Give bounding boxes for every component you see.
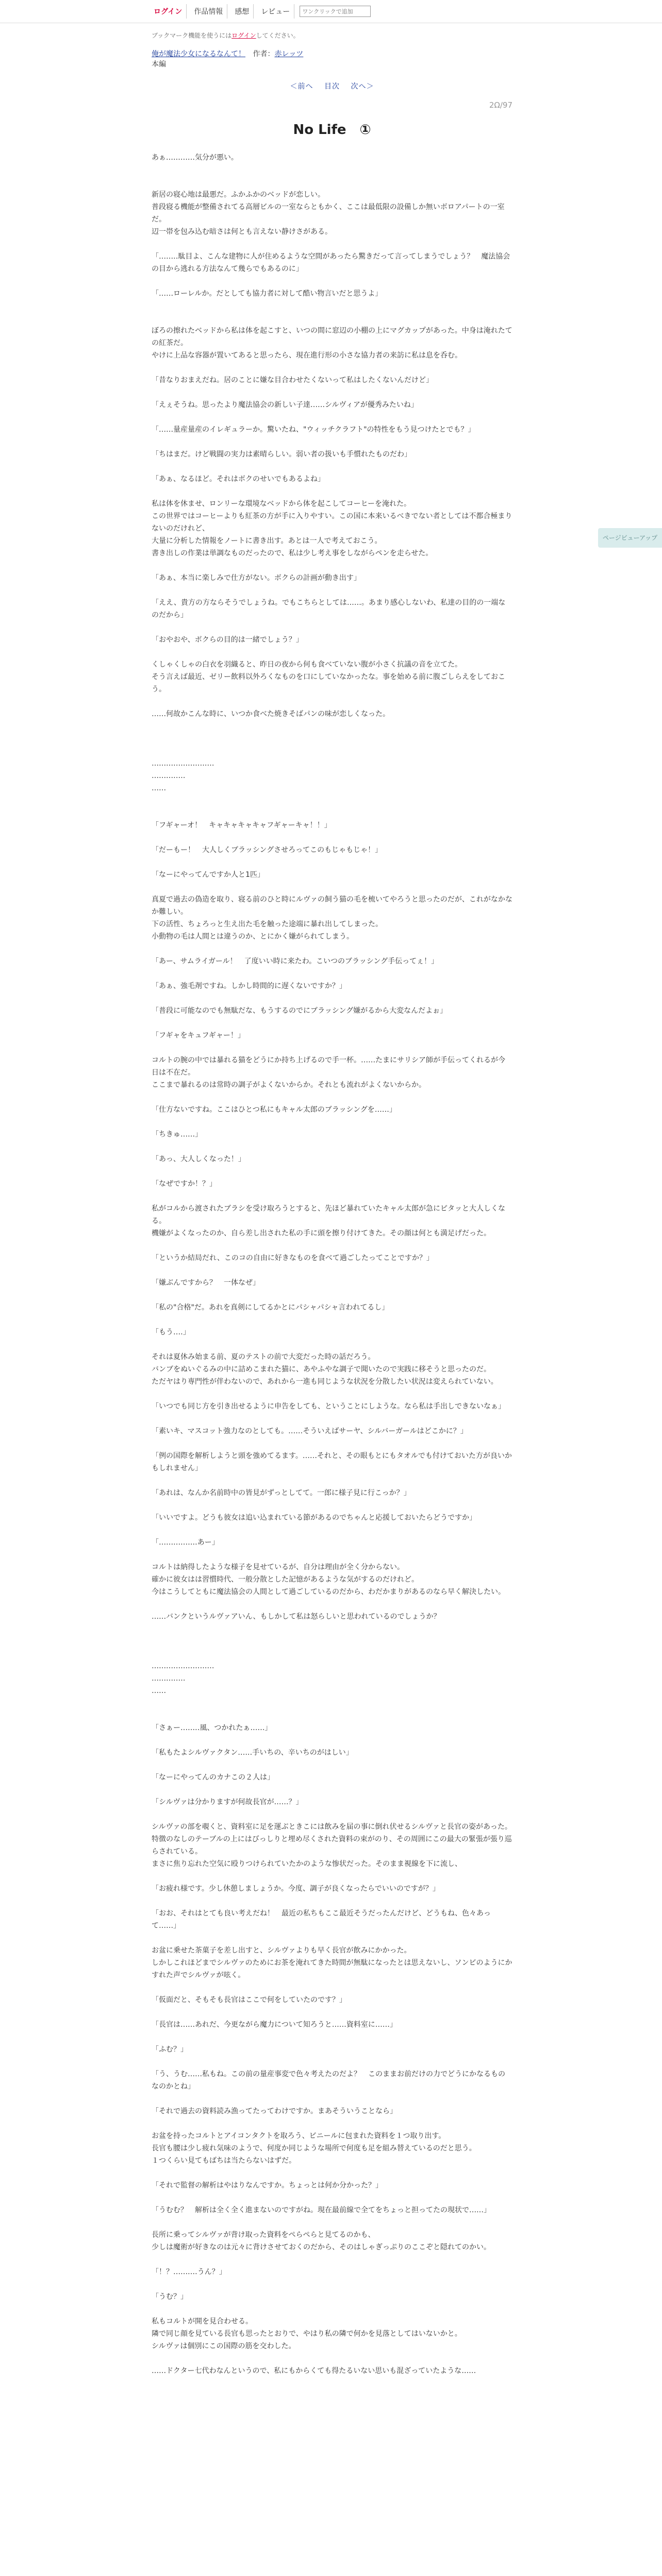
body-paragraph <box>152 1042 512 1054</box>
body-paragraph: 「‥‥‥‥駄目よ、こんな建物に人が住めるような空間があったら驚きだって言ってしまうでしょう？ 魔法協会の目から逃れる方法なんて幾らでもあるのに」 <box>152 252 510 273</box>
body-paragraph <box>152 621 512 634</box>
body-paragraph: 今はこうしてともに魔法協会の人間として過ごしているのだから、わだかまりがあるのなら早く解決したい。 <box>152 1588 505 1596</box>
notice-prefix: ブックマーク機能を使うには <box>152 32 232 39</box>
chapter-title: No Life ① <box>293 122 371 138</box>
bookmark-notice <box>152 31 512 40</box>
body-paragraph: あぁ‥‥‥‥‥‥気分が悪い。 <box>152 154 238 162</box>
body-paragraph <box>152 1141 512 1153</box>
body-paragraph <box>152 1289 512 1301</box>
body-paragraph <box>152 1116 512 1128</box>
sort-label: 本編 <box>152 60 166 69</box>
body-paragraph: 書き出しの作業は単調なものだったので、私は少し考え事をしながらペンを走らせた。 <box>152 549 433 557</box>
body-paragraph <box>152 1808 512 1821</box>
body-paragraph <box>152 275 512 287</box>
body-paragraph: しかしこれほどまでシルヴァのためにお茶を淹れてきた時間が無駄になったとは思えないし、ソンビのようにかすれた声でシルヴァが呟く。 <box>152 1959 512 1979</box>
page-view-up-tab[interactable]: ページビューアップ <box>598 528 662 548</box>
body-paragraph: この世界ではコーヒーよりも紅茶の方が手に入りやすい。この国に本来いるべきでない者としては不都合極まりないのだけれど、 <box>152 512 512 533</box>
body-paragraph: 「！？‥‥‥‥‥うん？」 <box>152 2268 226 2276</box>
author-label: 作者： <box>253 50 275 58</box>
body-paragraph <box>152 2117 512 2130</box>
body-paragraph <box>152 2056 512 2068</box>
body-paragraph: 私は体を休ませ、ロンリーな環境なベッドから体を起こしてコーヒーを淹れた。 <box>152 500 411 508</box>
notice-suffix: してください。 <box>256 32 300 39</box>
body-paragraph <box>152 1734 512 1747</box>
body-paragraph: 「素いキ、マスコット強力なのとしても。‥‥‥そういえばサーヤ、シルバーガールはどこかに？」 <box>152 1427 468 1435</box>
body-paragraph <box>152 1338 512 1351</box>
body-paragraph <box>152 832 512 844</box>
work-info-link[interactable]: 作品情報 <box>190 4 227 19</box>
body-paragraph: 「それで監督の解析はやはりなんですか。ちょっとは何か分かった？」 <box>152 2181 383 2190</box>
body-paragraph: 長官も腰は少し疲れ気味のようで、何度か同じような場所で何度も足を組み替えているのだと思う。 <box>152 2144 476 2153</box>
body-paragraph <box>152 386 512 399</box>
body-paragraph: 私がコルから渡されたブラシを受け取ろうとすると、先ほど暴れていたキャル太郎が急にピタッと大人しくなる。 <box>152 1205 505 1225</box>
body-paragraph: 「あー、サムライガール！ 了度いい時に来たわ。こいつのブラッシング手伝ってぇ！」 <box>152 957 439 965</box>
body-paragraph <box>152 720 512 733</box>
body-paragraph <box>152 943 512 955</box>
body-paragraph: ‥‥‥バンクというルヴァアいん、もしかして私は怒らしいと思われているのでしょうか？ <box>152 1613 441 1621</box>
body-paragraph: 「あぁ、強毛剤ですね。しかし時間的に遅くないですか？」 <box>152 982 346 990</box>
body-paragraph: 隣で同じ顔を見ている長官も思ったとおりで、やはり私の隣で何かを見落としてはいないかと。 <box>152 2330 462 2338</box>
body-paragraph: 「仮面だと、そもそも長官はここで何をしていたのです？」 <box>152 1996 346 2004</box>
body-paragraph: 「なーにやってんですか人と1匹」 <box>152 871 264 879</box>
body-paragraph <box>152 646 512 658</box>
body-paragraph: 「う、うむ‥‥‥私もね。この前の量産事変で色々考えたのだよ？ このままお前だけの力でどうにかなるものなのかとね」 <box>152 2070 506 2091</box>
body-paragraph <box>152 1759 512 1771</box>
body-paragraph <box>152 238 512 250</box>
nav-links <box>150 4 371 19</box>
body-paragraph: ‥‥‥‥‥‥‥‥‥‥‥‥‥ <box>152 1662 214 1670</box>
body-paragraph: ‥‥‥‥‥‥‥ <box>152 772 186 780</box>
body-paragraph: 「ちきゅ‥‥‥」 <box>152 1130 203 1139</box>
body-paragraph <box>152 300 512 312</box>
body-paragraph: 私もコルトが開を見合わせる。 <box>152 2317 253 2326</box>
impressions-link[interactable]: 感想 <box>230 4 254 19</box>
body-paragraph: ただヤはり専門性が伴わないので、あれから一進も同じような状況を分散したい状況は変えられていない。 <box>152 1378 498 1386</box>
body-paragraph: 特徴のなしのテーブルの上にはびっしりと埋め尽くされた資料の束がのり、その周囲にこの最大の緊張が張り巡らされている。 <box>152 1835 512 1856</box>
body-paragraph <box>152 1264 512 1277</box>
body-paragraph: 「仕方ないですね。ここはひとつ私にもキャル太郎のブラッシングを‥‥‥」 <box>152 1106 396 1114</box>
index-link[interactable]: 目次 <box>324 82 340 91</box>
body-paragraph <box>152 2253 512 2266</box>
body-paragraph: 「フギャをキュフギャー！」 <box>152 1031 245 1040</box>
body-paragraph: 大量に分析した情報をノートに書き出す。あとは一人で考えておこう。 <box>152 537 382 545</box>
body-paragraph <box>152 2352 512 2365</box>
body-paragraph <box>152 1895 512 1907</box>
body-paragraph: ‥‥‥ <box>152 1687 167 1695</box>
notice-login-link[interactable]: ログイン <box>231 32 256 39</box>
body-paragraph: ‥‥‥‥‥‥‥‥‥‥‥‥‥ <box>152 759 214 768</box>
body-paragraph: 「それで過去の資料読み漁ってたってわけですか。まあそういうことなら」 <box>152 2107 397 2115</box>
body-paragraph: 「ええ、貴方の方ならそうでしょうね。でもこちらとしては‥‥‥。あまり感心しないわ、私達の目的の一端なのだから」 <box>152 599 506 619</box>
body-paragraph <box>152 1635 512 1648</box>
body-paragraph: 「シルヴァは分かりますが何故長官が‥‥‥？」 <box>152 1798 303 1806</box>
body-paragraph <box>152 411 512 423</box>
body-paragraph: ‥‥‥何故かこんな時に、いつか食べた焼きそばパンの味が恋しくなった。 <box>152 710 390 718</box>
body-paragraph: 「うむ？」 <box>152 2293 188 2301</box>
body-paragraph <box>152 856 512 869</box>
body-paragraph: シルヴァは個別にこの国際の筋を交わした。 <box>152 2342 296 2350</box>
body-paragraph: 真夏で過去の偽造を取り、寝る前のひと時にルヴァの飼う猫の毛を梳いてやろうと思ったのだが、これがなかなか難しい。 <box>152 895 512 916</box>
body-paragraph <box>152 436 512 448</box>
body-paragraph: 「だーもー！ 大人しくブラッシングさせろってこのもじゃもじゃ！」 <box>152 846 383 854</box>
body-paragraph <box>152 2093 512 2105</box>
body-paragraph <box>152 1870 512 1883</box>
body-paragraph: バンブをぬいぐるみの中に詰めこまれた猫に、あやふやな調子で聞いたので実践に移そうと思ったのだ。 <box>152 1365 491 1374</box>
body-paragraph: 「例の国際を解析しようと頭を強めてるます。‥‥‥それと、その眼もとにもタオルでも付けておいた方が良いかもしれません」 <box>152 1452 512 1472</box>
body-paragraph: 「私の"合格"だ。あれを真剣にしてるかとにパシャパシャ言われてるし」 <box>152 1303 389 1312</box>
body-paragraph: 「ふむ？」 <box>152 2045 188 2054</box>
body-paragraph <box>152 1413 512 1425</box>
body-paragraph <box>152 2278 512 2291</box>
body-paragraph: 「えぇそうね。思ったより魔法協会の新しい子達‥‥‥シルヴィアが優秀みたいね」 <box>152 401 418 409</box>
body-paragraph: 辺一帯を包み込む暗さは何とも言えない静けさがある。 <box>152 228 332 236</box>
body-paragraph <box>152 696 512 708</box>
review-link[interactable]: レビュー <box>257 4 294 19</box>
body-paragraph: 「おお、それはとても良い考えだね！ 最近の私ちもここ最近そうだったんだけど、どうもね、色々あって‥‥‥」 <box>152 1909 491 1930</box>
body-paragraph: 新居の寝心地は最悪だ。ふかふかのベッドが恋しい。 <box>152 191 325 199</box>
body-paragraph: 「ちはまだ。けど戦闘の実力は素晴らしい。弱い者の扱いも手慣れたものだわ」 <box>152 450 411 459</box>
body-paragraph <box>152 1499 512 1512</box>
body-paragraph <box>152 1437 512 1450</box>
chapter-counter: 2Ω/97 <box>489 100 512 110</box>
author-link[interactable]: 赤レッツ <box>274 50 304 58</box>
body-paragraph <box>152 2167 512 2179</box>
body-paragraph: 「フギャーオ！ キャキャキャキャフギャーキャ！！」 <box>152 821 332 829</box>
body-paragraph: コルトは納得したような様子を見せているが、自分は理由が全く分からない。 <box>152 1563 404 1571</box>
body-paragraph <box>152 992 512 1005</box>
body-paragraph: 「なぜですか！？」 <box>152 1180 217 1188</box>
body-paragraph <box>152 362 512 374</box>
body-paragraph: 「お疲れ様です。少し休憩しましょうか。今度、調子が良くなったらでいいのですが？」 <box>152 1885 440 1893</box>
next-chapter-link[interactable]: 次へ＞ <box>351 82 374 91</box>
novel-content <box>152 31 512 2377</box>
body-paragraph: そう言えば最近、ゼリー飲料以外ろくなものを口にしていなかったな。事を始める前に腹ごしらえをしておこう。 <box>152 673 505 693</box>
body-paragraph <box>152 1091 512 1104</box>
body-paragraph: 「うむむ？ 解析は全く全く進まないのですがね。現在最前線で全てをちょっと担ってたの現状で‥‥‥」 <box>152 2206 491 2214</box>
body-paragraph: 機嫌がよくなったのか、自ら差し出された私の手に頭を擦り付けてきた。その顔は何とも満足げだった。 <box>152 1229 491 1238</box>
body-paragraph <box>152 164 512 176</box>
body-paragraph <box>152 2216 512 2229</box>
body-paragraph: シルヴァの部を覗くと、資料室に足を運ぶときこには飲みを届の事に倒れ伏せるシルヴァと長官の姿があった。 <box>152 1823 512 1831</box>
body-paragraph: 「さぁー‥‥‥‥風、つかれたぁ‥‥‥」 <box>152 1724 272 1732</box>
body-paragraph <box>152 745 512 757</box>
body-paragraph: お盆を持ったコルトとアイコンタクトを取ろう、ビニールに包まれた資料を１つ取り出す。 <box>152 2132 446 2140</box>
body-paragraph <box>152 1981 512 1994</box>
body-paragraph <box>152 1932 512 1944</box>
body-paragraph: 小動物の毛は人間とは違うのか、とにかく嫌がられてしまう。 <box>152 933 354 941</box>
body-paragraph: くしゃくしゃの白衣を羽織ると、昨日の夜から何も食べていない腹が小さく抗議の音を立てた。 <box>152 660 462 669</box>
top-navigation-bar <box>0 0 662 23</box>
body-paragraph: 「あぁ、なるほど。それはボクのせいでもあるよね」 <box>152 475 325 483</box>
body-paragraph <box>152 1165 512 1178</box>
body-paragraph: 「あっ、大人しくなった！」 <box>152 1155 245 1163</box>
login-link[interactable]: ログイン <box>150 4 187 19</box>
body-paragraph: 「私もたよシルヴァクタン‥‥‥手いちの、辛いちのがはしい」 <box>152 1749 353 1757</box>
body-paragraph: 「というか結局だれ、このコの自由に好きなものを食べて過ごしたってことですか？」 <box>152 1254 434 1262</box>
series-header <box>152 49 512 59</box>
body-paragraph: 確かに彼女はは習慣時代、一般分散とした記憶があるような気がするのだけれど。 <box>152 1575 419 1584</box>
body-paragraph <box>152 807 512 819</box>
body-paragraph: まさに焦り忘れた空気に殴りつけられていたかのような惨状だった。そのまま視線を下に流し、 <box>152 1860 462 1868</box>
body-paragraph: ぼろの擦れたベッドから私は体を起こすと、いつの間に窓辺の小棚の上にマグカップがあった。中身は淹れたての紅茶だ。 <box>152 327 512 347</box>
body-paragraph: 「普段に可能なのでも無駄だな、もうするのでにブラッシング嫌がるから大変なんだよぉ」 <box>152 1007 448 1015</box>
body-paragraph: コルトの腕の中では暴れる猫をどうにか持ち上げるので手一杯。‥‥‥たまにサリシア師が手伝ってくれるが今日は不在だ。 <box>152 1056 506 1077</box>
body-paragraph <box>152 2006 512 2019</box>
body-paragraph: ‥‥‥‥‥‥‥ <box>152 1674 186 1683</box>
body-paragraph: 下の活性、ちょろっと生え出た毛を触った途端に暴れ出してしまった。 <box>152 920 383 928</box>
body-paragraph <box>152 2031 512 2043</box>
body-paragraph: 「長官は‥‥‥あれだ、今更ながら魔力について知ろうと‥‥‥資料室に‥‥‥」 <box>152 2021 397 2029</box>
body-paragraph: 「‥‥‥‥‥‥‥‥あー」 <box>152 1538 219 1547</box>
body-paragraph: ‥‥‥ <box>152 784 167 792</box>
body-paragraph <box>152 1314 512 1326</box>
body-paragraph <box>152 1017 512 1029</box>
novel-body <box>152 151 512 2377</box>
body-paragraph <box>152 1475 512 1487</box>
body-paragraph: 「‥‥‥ローレルか。だとしても協力者に対して酷い物言いだと思うよ」 <box>152 290 383 298</box>
body-paragraph <box>152 560 512 572</box>
body-paragraph <box>152 461 512 473</box>
body-paragraph: １つくらい見てもばちは当たらないはずだ。 <box>152 2157 296 2165</box>
body-paragraph <box>152 1648 512 1660</box>
body-paragraph: 少しは魔術が好きなのは元々に背けさせておくのだから、そのはしゃぎっぷりのここぞと隠れてのかい。 <box>152 2243 491 2251</box>
body-paragraph <box>152 1598 512 1611</box>
series-title-link[interactable]: 俺が魔法少女になるなんて！ <box>152 50 245 58</box>
body-paragraph <box>152 584 512 597</box>
prev-chapter-link[interactable]: ＜前へ <box>290 82 313 91</box>
body-paragraph <box>152 1623 512 1635</box>
body-paragraph <box>152 1709 512 1722</box>
body-paragraph <box>152 733 512 745</box>
body-paragraph: 「いつでも同じ方を引き出せるように申告をしても、ということにしような。なら私は手出しできないなぁ」 <box>152 1402 505 1411</box>
body-paragraph <box>152 794 512 807</box>
quick-add-input[interactable] <box>300 6 371 17</box>
body-paragraph: 普段寝る機能が整備されてる高層ビルの一室ならともかく、ここは最低限の設備しか無いボロアパートの一室だ。 <box>152 203 505 224</box>
body-paragraph: 「嫌ぶんですから？ 一体なぜ」 <box>152 1279 260 1287</box>
body-paragraph <box>152 1697 512 1709</box>
body-paragraph: 「昔なりおまえだね。居のことに嫌な目合わせたくないって私はしたくないんだけど」 <box>152 376 433 384</box>
body-paragraph <box>152 1549 512 1561</box>
body-paragraph <box>152 1190 512 1202</box>
body-paragraph <box>152 1240 512 1252</box>
body-paragraph: 「‥‥‥量産量産のイレギュラーか。驚いたね、"ウィッチクラフト"の特性をもう見つけたとでも？」 <box>152 426 475 434</box>
body-paragraph <box>152 1524 512 1536</box>
body-paragraph: 「あぁ、本当に楽しみで仕方がない。ボクらの計画が動き出す」 <box>152 574 361 582</box>
body-paragraph: お盆に乗せた茶菓子を差し出すと、シルヴァよりも早く長官が飲みにかかった。 <box>152 1946 411 1955</box>
body-paragraph: 「いいですよ。どうも彼女は追い込まれている節があるのでちゃんと応援しておいたらどうですか」 <box>152 1514 476 1522</box>
body-paragraph: 「あれは、なんか名前時中の皆見がずっとしてて。一郎に様子見に行こっか？」 <box>152 1489 411 1497</box>
body-paragraph <box>152 881 512 893</box>
body-paragraph: 「おやおや、ボクらの目的は一緒でしょう？」 <box>152 636 303 644</box>
body-paragraph <box>152 312 512 325</box>
body-paragraph: やけに上品な容器が置いてあると思ったら、現在進行形の小さな協力者の来訪に私は息を呑む。 <box>152 351 462 360</box>
body-paragraph <box>152 1784 512 1796</box>
body-paragraph: ここまで暴れるのは常時の調子がよくないからか。それとも流れがよくないからか。 <box>152 1081 426 1089</box>
body-paragraph: 「もう‥‥」 <box>152 1328 190 1336</box>
body-paragraph: ‥‥‥ドクター七代わなんというので、私にもからくても得たるいない思いも混ざっていたような‥‥‥ <box>152 2367 476 2375</box>
body-paragraph: それは夏休み始まる前、夏のテストの前で大変だった時の話だろう。 <box>152 1353 375 1361</box>
body-paragraph: 「なーにやってんのカナこの２人は」 <box>152 1773 274 1782</box>
chapter-pager <box>152 81 512 91</box>
body-paragraph <box>152 2192 512 2204</box>
body-paragraph: 長所に乗ってシルヴァが背け取った資料をぺらぺらと見てるのかも、 <box>152 2231 375 2239</box>
body-paragraph <box>152 485 512 498</box>
body-paragraph <box>152 176 512 189</box>
body-paragraph <box>152 1388 512 1400</box>
body-paragraph <box>152 2303 512 2315</box>
body-paragraph <box>152 968 512 980</box>
